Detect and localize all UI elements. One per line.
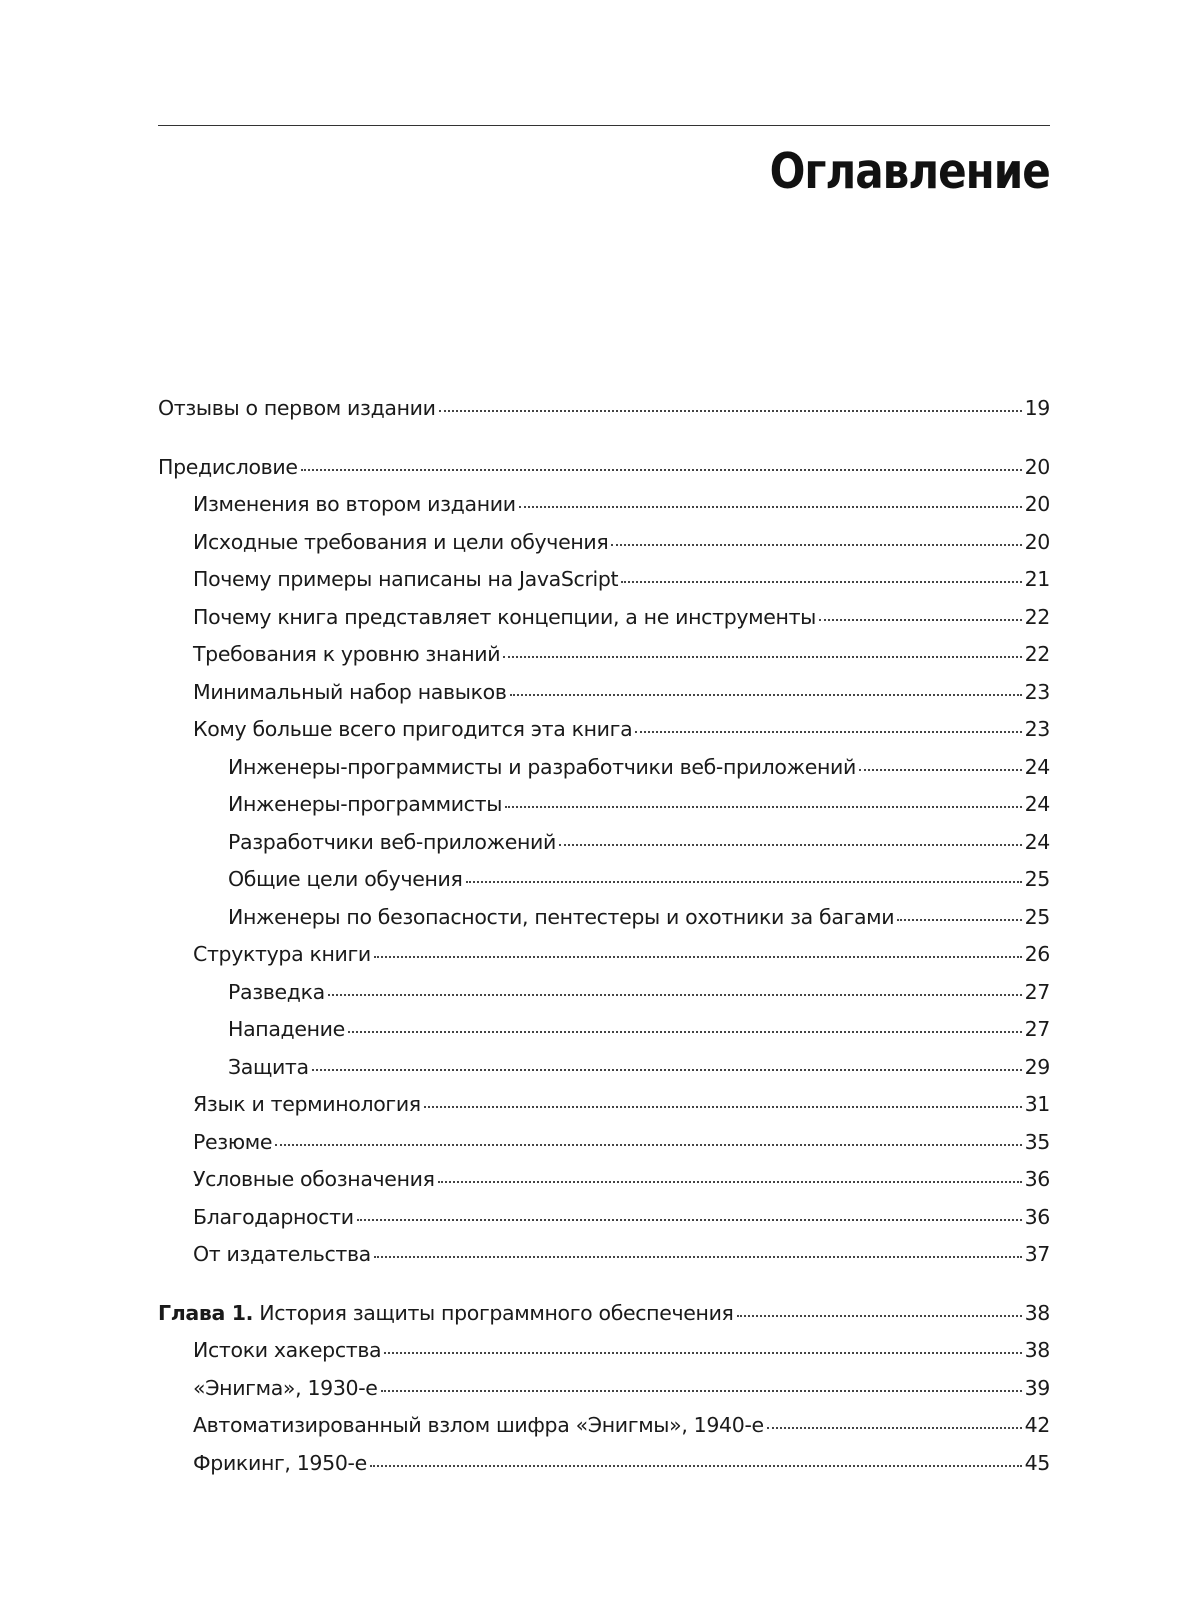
toc-entry-title: Почему примеры написаны на JavaScript bbox=[193, 567, 619, 591]
toc-page-number: 22 bbox=[1024, 642, 1050, 666]
toc-page-number: 20 bbox=[1024, 454, 1050, 479]
toc-page-number: 36 bbox=[1024, 1167, 1050, 1191]
toc-page-number: 25 bbox=[1024, 904, 1050, 929]
toc-page-number: 38 bbox=[1024, 1300, 1050, 1325]
toc-entry-title: Фрикинг, 1950-е bbox=[193, 1450, 367, 1475]
toc-page-number: 24 bbox=[1024, 754, 1050, 779]
dot-leader bbox=[312, 1069, 1022, 1071]
dot-leader bbox=[381, 1390, 1022, 1392]
toc-page-number: 29 bbox=[1024, 1054, 1050, 1079]
toc-entry-label bbox=[228, 792, 502, 816]
toc-entry-label bbox=[193, 1338, 381, 1362]
toc-page-number: 20 bbox=[1024, 529, 1050, 554]
toc-entry-label bbox=[228, 905, 894, 929]
toc-page-number: 24 bbox=[1024, 829, 1050, 854]
toc-page-number: 39 bbox=[1024, 1375, 1050, 1400]
dot-leader bbox=[384, 1352, 1021, 1354]
toc-entry[interactable] bbox=[158, 867, 1050, 905]
chapter-prefix: Глава 1. bbox=[158, 1300, 254, 1325]
toc-entry-label bbox=[193, 1130, 272, 1154]
dot-leader bbox=[275, 1144, 1022, 1146]
toc-entry[interactable] bbox=[158, 1167, 1050, 1205]
toc-entry[interactable] bbox=[158, 1130, 1050, 1168]
dot-leader bbox=[466, 881, 1022, 883]
toc-entry-label bbox=[193, 717, 632, 741]
toc-entry[interactable] bbox=[158, 1055, 1050, 1093]
toc-entry[interactable] bbox=[158, 1301, 1050, 1339]
dot-leader bbox=[819, 619, 1022, 621]
toc-entry[interactable] bbox=[158, 942, 1050, 980]
dot-leader bbox=[559, 844, 1022, 846]
toc-entry[interactable] bbox=[158, 1338, 1050, 1376]
dot-leader bbox=[519, 506, 1022, 508]
toc-entry-title: Резюме bbox=[193, 1129, 273, 1154]
toc-entry-label bbox=[193, 1413, 764, 1437]
toc-page-number: 25 bbox=[1024, 867, 1050, 891]
toc-entry[interactable] bbox=[158, 642, 1050, 680]
toc-entry-title: Защита bbox=[228, 1054, 309, 1079]
toc-entry-title: Благодарности bbox=[193, 1204, 354, 1229]
toc-entry-title: Минимальный набор навыков bbox=[193, 679, 507, 704]
dot-leader bbox=[505, 806, 1022, 808]
toc-entry[interactable] bbox=[158, 605, 1050, 643]
toc-page-number: 31 bbox=[1024, 1092, 1050, 1116]
dot-leader bbox=[859, 769, 1022, 771]
toc-entry[interactable] bbox=[158, 1451, 1050, 1489]
toc-entry[interactable] bbox=[158, 1242, 1050, 1280]
dot-leader bbox=[897, 919, 1021, 921]
page-title: Оглавление bbox=[769, 143, 1050, 200]
toc-entry-label bbox=[228, 755, 856, 779]
dot-leader bbox=[374, 956, 1022, 958]
toc-page-number: 19 bbox=[1024, 396, 1050, 420]
toc-entry[interactable] bbox=[158, 755, 1050, 793]
toc-entry-title: Автоматизированный взлом шифра «Энигмы», 1940-е bbox=[193, 1413, 764, 1437]
dot-leader bbox=[424, 1106, 1022, 1108]
dot-leader bbox=[503, 656, 1021, 658]
toc-page-number: 38 bbox=[1024, 1338, 1050, 1362]
toc-entry[interactable] bbox=[158, 980, 1050, 1018]
toc-page-number: 36 bbox=[1024, 1204, 1050, 1229]
toc-entry-label bbox=[228, 867, 463, 891]
dot-leader bbox=[301, 469, 1022, 471]
toc-page-number: 21 bbox=[1024, 567, 1050, 591]
toc-entry-label bbox=[158, 396, 436, 420]
toc-entry-label bbox=[193, 492, 516, 516]
toc-entry-label bbox=[193, 1167, 435, 1191]
toc-entry[interactable] bbox=[158, 680, 1050, 718]
dot-leader bbox=[357, 1219, 1022, 1221]
toc-entry-label bbox=[193, 530, 608, 554]
toc-entry-title: Язык и терминология bbox=[193, 1092, 421, 1116]
toc-entry-label bbox=[193, 642, 500, 666]
table-of-contents bbox=[158, 396, 1050, 1488]
dot-leader bbox=[767, 1427, 1022, 1429]
dot-leader bbox=[438, 1181, 1022, 1183]
toc-entry-label bbox=[158, 455, 298, 479]
dot-leader bbox=[621, 581, 1021, 583]
toc-entry[interactable] bbox=[158, 530, 1050, 568]
dot-leader bbox=[370, 1465, 1022, 1467]
toc-entry-label bbox=[228, 1017, 345, 1041]
dot-leader bbox=[439, 410, 1022, 412]
dot-leader bbox=[737, 1315, 1022, 1317]
toc-entry-label bbox=[193, 680, 507, 704]
toc-entry-title: Отзывы о первом издании bbox=[158, 396, 436, 420]
toc-entry-label bbox=[193, 1451, 367, 1475]
toc-entry[interactable] bbox=[158, 1017, 1050, 1055]
toc-entry-label bbox=[193, 942, 371, 966]
toc-entry-label bbox=[193, 1376, 378, 1400]
dot-leader bbox=[374, 1256, 1022, 1258]
toc-entry-label bbox=[158, 1301, 734, 1325]
toc-page-number: 23 bbox=[1024, 717, 1050, 741]
toc-page-number: 35 bbox=[1024, 1129, 1050, 1154]
toc-entry-title: Требования к уровню знаний bbox=[193, 642, 501, 666]
toc-page-number: 23 bbox=[1024, 679, 1050, 704]
toc-entry-label bbox=[193, 1205, 354, 1229]
toc-entry-label bbox=[193, 1242, 371, 1266]
toc-entry-title: Инженеры по безопасности, пентестеры и охотники за багами bbox=[228, 904, 895, 929]
toc-page-number: 27 bbox=[1024, 979, 1050, 1004]
dot-leader bbox=[348, 1031, 1022, 1033]
toc-entry-label bbox=[228, 830, 556, 854]
dot-leader bbox=[635, 731, 1021, 733]
toc-entry-title: Условные обозначения bbox=[193, 1167, 435, 1191]
toc-entry-title: Разработчики веб-приложений bbox=[228, 829, 556, 854]
toc-entry-title: Предисловие bbox=[158, 454, 298, 479]
toc-page-number: 42 bbox=[1024, 1413, 1050, 1437]
toc-entry[interactable] bbox=[158, 1376, 1050, 1414]
toc-entry[interactable] bbox=[158, 717, 1050, 755]
toc-page-number: 27 bbox=[1024, 1017, 1050, 1041]
toc-entry-title: Общие цели обучения bbox=[228, 867, 463, 891]
toc-entry-title: Инженеры-программисты и разработчики веб-приложений bbox=[228, 754, 856, 779]
toc-entry-title: Кому больше всего пригодится эта книга bbox=[193, 717, 633, 741]
dot-leader bbox=[328, 994, 1022, 996]
toc-entry-label bbox=[193, 605, 816, 629]
toc-entry[interactable] bbox=[158, 567, 1050, 605]
toc-page-number: 22 bbox=[1024, 604, 1050, 629]
toc-page-number: 37 bbox=[1024, 1242, 1050, 1266]
toc-entry-label bbox=[228, 980, 325, 1004]
toc-entry-label bbox=[228, 1055, 309, 1079]
toc-entry-title: «Энигма», 1930-е bbox=[193, 1375, 378, 1400]
dot-leader bbox=[611, 544, 1021, 546]
toc-entry-title: Изменения во втором издании bbox=[193, 492, 516, 516]
toc-entry-title: Исходные требования и цели обучения bbox=[193, 529, 609, 554]
toc-entry-title: Почему книга представляет концепции, а не инструменты bbox=[193, 604, 816, 629]
toc-entry[interactable] bbox=[158, 905, 1050, 943]
top-rule bbox=[158, 125, 1050, 126]
toc-entry[interactable] bbox=[158, 1092, 1050, 1130]
toc-page-number: 20 bbox=[1024, 492, 1050, 516]
toc-entry-title: Истоки хакерства bbox=[193, 1338, 382, 1362]
toc-entry-title: История защиты программного обеспечения bbox=[259, 1300, 734, 1325]
toc-page-number: 24 bbox=[1024, 792, 1050, 816]
toc-entry[interactable] bbox=[158, 1205, 1050, 1243]
toc-entry-title: Инженеры-программисты bbox=[228, 792, 503, 816]
toc-entry[interactable] bbox=[158, 830, 1050, 868]
toc-page-number: 45 bbox=[1024, 1450, 1050, 1475]
toc-entry-title: Структура книги bbox=[193, 942, 371, 966]
toc-entry[interactable] bbox=[158, 396, 1050, 434]
toc-entry-title: Разведка bbox=[228, 979, 325, 1004]
toc-entry-title: Нападение bbox=[228, 1017, 345, 1041]
toc-page-number: 26 bbox=[1024, 942, 1050, 966]
toc-entry-label bbox=[193, 1092, 421, 1116]
toc-entry-label bbox=[193, 567, 618, 591]
toc-entry[interactable] bbox=[158, 1413, 1050, 1451]
toc-entry-title: От издательства bbox=[193, 1242, 371, 1266]
toc-entry[interactable] bbox=[158, 492, 1050, 530]
dot-leader bbox=[510, 694, 1022, 696]
toc-entry[interactable] bbox=[158, 792, 1050, 830]
toc-entry[interactable] bbox=[158, 455, 1050, 493]
